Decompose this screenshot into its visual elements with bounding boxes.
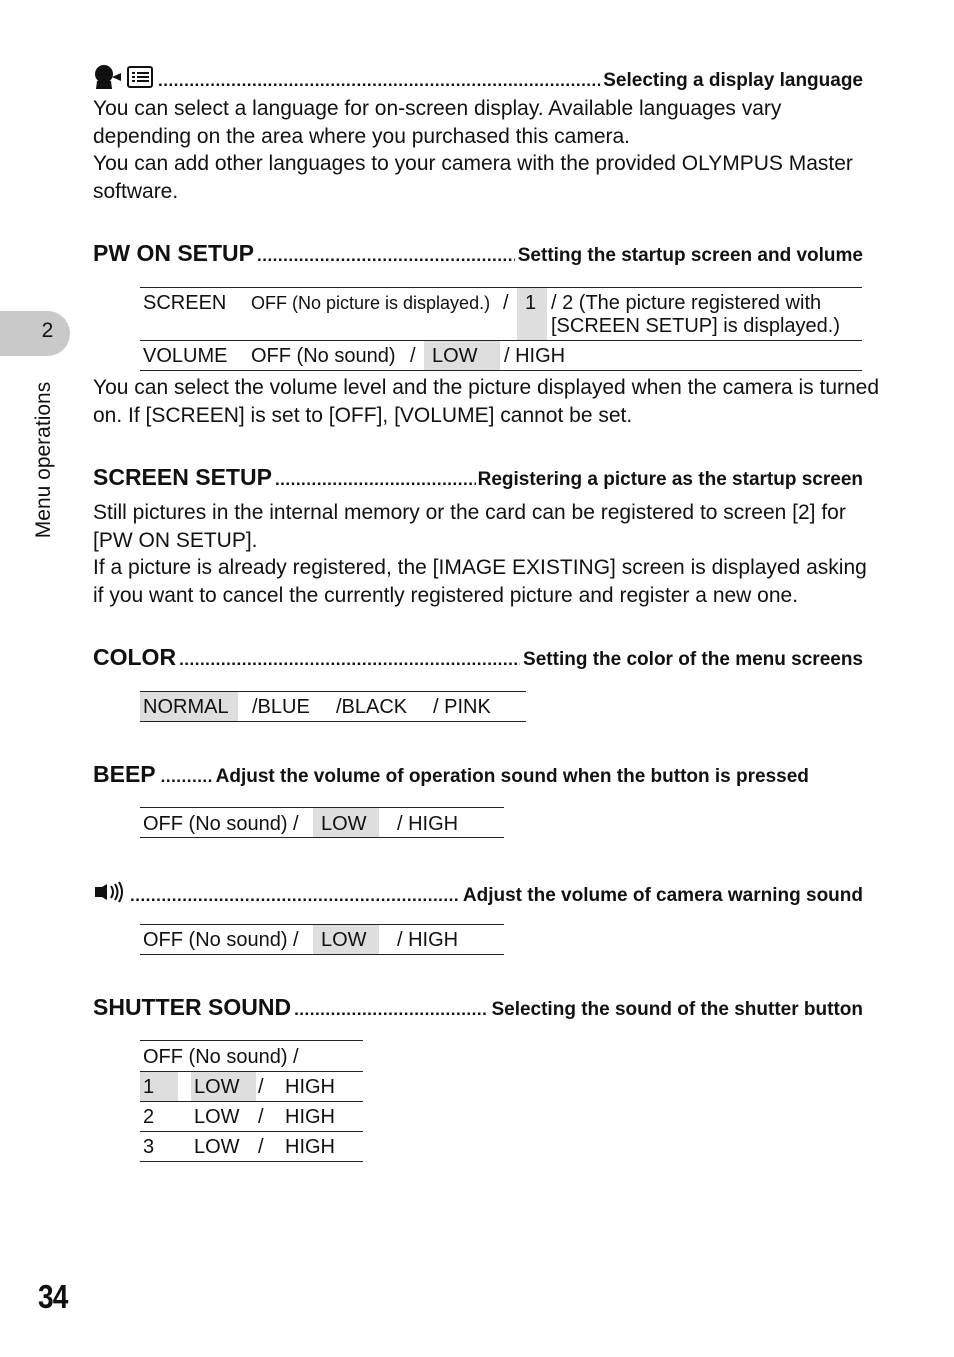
language-text: You can select a language for on-screen display. Available languages vary depending on the area where you purchased this camera. You can add other languages to your camera with the provided OLYMPUS Master software. [93, 97, 853, 203]
screen-setup-header [93, 464, 863, 491]
beep-title: BEEP [93, 761, 156, 787]
warning-header [93, 877, 863, 907]
screen-setup-title: SCREEN SETUP [93, 464, 272, 490]
language-icon [93, 64, 155, 90]
shutter-sound-desc: Selecting the sound of the shutter button [491, 999, 863, 1020]
language-desc: Selecting a display language [603, 70, 863, 91]
color-header [93, 644, 863, 671]
screen-setup-desc: Registering a picture as the startup screen [477, 469, 863, 490]
pw-on-setup-header [93, 240, 863, 267]
screen-setup-text: Still pictures in the internal memory or the card can be registered to screen [2] for [PW ON SETUP]. If a picture is already registered, the [IMAGE EXISTING] screen is displayed asking if you want to cancel the currently registered picture and register a new one. [93, 501, 867, 607]
speaker-icon [93, 881, 127, 905]
pw-on-setup-title: PW ON SETUP [93, 240, 255, 266]
color-title: COLOR [93, 644, 177, 670]
shutter-sound-header [93, 994, 863, 1021]
pw-on-setup-text: You can select the volume level and the picture displayed when the camera is turned on. If [SCREEN] is set to [OFF], [VOLUME] cannot be set. [93, 376, 880, 427]
beep-desc: Adjust the volume of operation sound when the button is pressed [215, 766, 809, 787]
pw-on-setup-desc: Setting the startup screen and volume [517, 245, 863, 266]
chapter-label: Menu operations [32, 381, 55, 539]
warning-desc: Adjust the volume of camera warning sound [462, 885, 863, 906]
language-header [93, 60, 863, 92]
beep-header [93, 761, 863, 788]
color-desc: Setting the color of the menu screens [523, 649, 863, 670]
shutter-sound-title: SHUTTER SOUND [93, 994, 292, 1020]
page-number: 34 [38, 1278, 68, 1315]
chapter-number: 2 [41, 319, 54, 342]
